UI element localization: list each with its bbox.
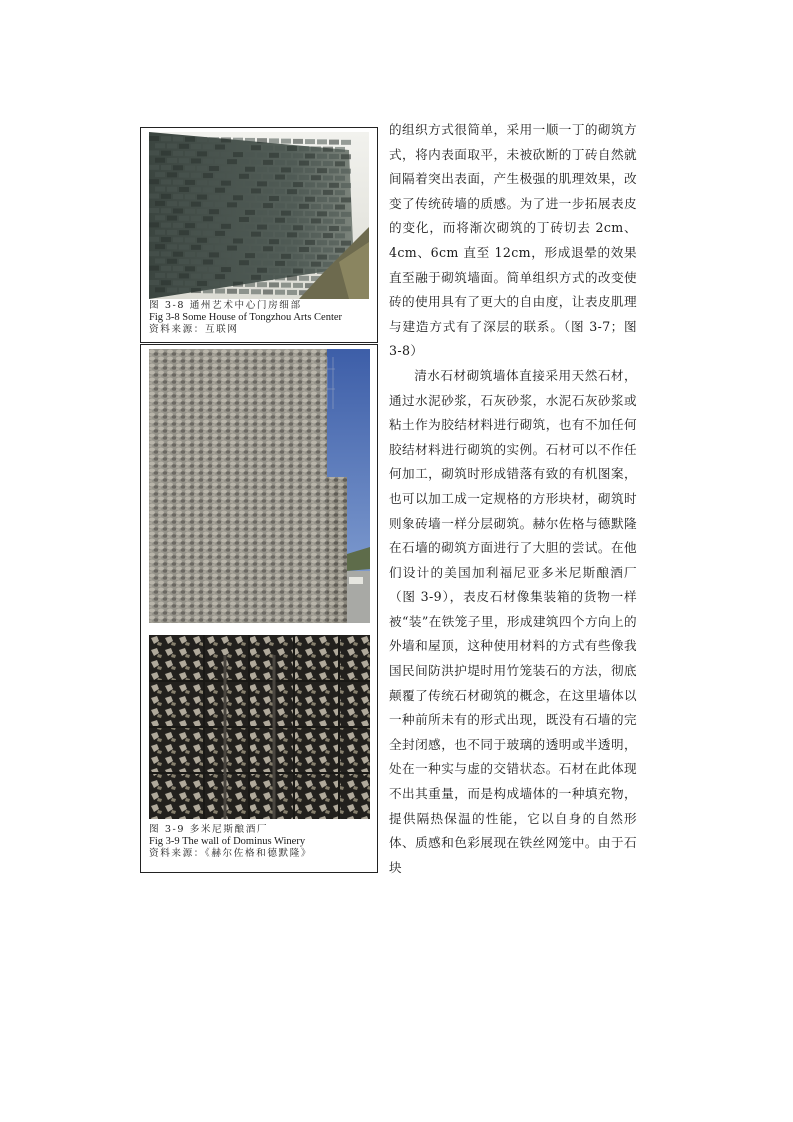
figure-source: 资料来源：《赫尔佐格和德默隆》	[149, 848, 313, 859]
figure-caption-zh: 图 3-8 通州艺术中心门房细部	[149, 300, 302, 311]
figure-3-8-caption	[149, 300, 373, 336]
figure-column	[140, 127, 378, 873]
figure-source: 资料来源：互联网	[149, 324, 239, 335]
paragraph: 的组织方式很简单，采用一顺一丁的砌筑方式，将内表面取平，未被砍断的丁砖自然就间隔着突出表面，产生极强的肌理效果，改变了传统砖墙的质感。为了进一步拓展表皮的变化，而将渐次砌筑的丁砖切去 2cm、4cm、6cm 直至 12cm，形成退晕的效果直至融于砌筑墙面。简单组织方式的改变使砖的使用具有了更大的自由度，让表皮肌理与建造方式有了深层的联系。（图 3-7；图 3-8）	[389, 122, 637, 359]
figure-caption-en: Fig 3-9 The wall of Dominus Winery	[149, 836, 306, 847]
figure-caption-en: Fig 3-8 Some House of Tongzhou Arts Center	[149, 312, 343, 323]
figure-3-9-caption	[149, 824, 373, 860]
gabion-wall-interior-photo	[149, 635, 370, 819]
body-text	[389, 118, 637, 880]
paragraph: 清水石材砌筑墙体直接采用天然石材，通过水泥砂浆，石灰砂浆，水泥石灰砂浆或粘土作为胶结材料进行砌筑，也有不加任何胶结材料进行砌筑的实例。石材可以不作任何加工，砌筑时形成错落有致的有机图案，也可以加工成一定规格的方形块材，砌筑时则象砖墙一样分层砌筑。赫尔佐格与德默隆在石墙的砌筑方面进行了大胆的尝试。在他们设计的美国加利福尼亚多米尼斯酿酒厂（图 3-9），表皮石材像集装箱的货物一样被“装”在铁笼子里，形成建筑四个方向上的外墙和屋顶，这种使用材料的方式有些像我国民间防洪护堤时用竹笼装石的方法，彻底颠覆了传统石材砌筑的概念，在这里墙体以一种前所未有的形式出现，既没有石墙的完全封闭感，也不同于玻璃的透明或半透明，处在一种实与虚的交错状态。石材在此体现不出其重量，而是构成墙体的一种填充物，提供隔热保温的性能，它以自身的自然形体、质感和色彩展现在铁丝网笼中。由于石块	[389, 367, 637, 875]
figure-caption-zh: 图 3-9 多米尼斯酿酒厂	[149, 824, 269, 835]
figure-3-8	[140, 127, 378, 343]
gabion-wall-exterior-photo	[149, 349, 370, 623]
brick-wall-photo	[149, 132, 369, 299]
figure-3-9	[140, 344, 378, 873]
